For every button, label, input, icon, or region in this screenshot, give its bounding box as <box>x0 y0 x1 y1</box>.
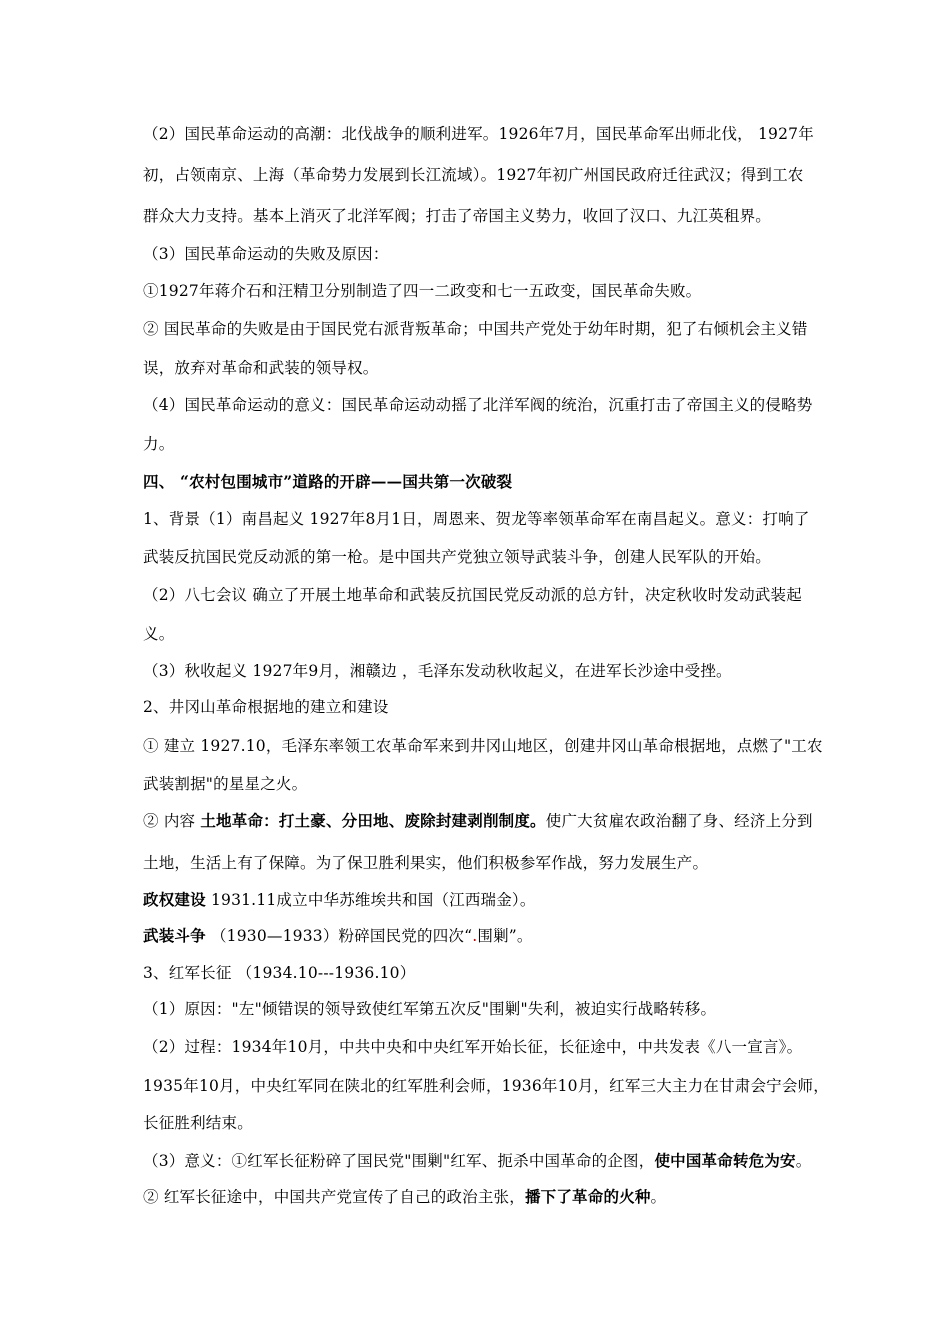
text-line: 武装割据"的星星之火。 <box>143 775 308 793</box>
text-line: 误，放弃对革命和武装的领导权。 <box>143 359 379 377</box>
red-dot-mark: . <box>472 927 478 945</box>
text-line: （3）国民革命运动的失败及原因： <box>143 245 389 263</box>
text-line: （3）秋收起义 1927年9月，湘赣边 ，毛泽东发动秋收起义，在进军长沙途中受挫。 <box>143 662 732 680</box>
content-lead: ② 内容 <box>143 812 201 830</box>
text-line: 2、井冈山革命根据地的建立和建设 <box>143 698 389 716</box>
text-line: 义。 <box>143 625 175 643</box>
text-line: （2）八七会议 确立了开展土地革命和武装反抗国民党反动派的总方针，决定秋收时发动武装起 <box>143 586 802 604</box>
armed-text-end: 围剿”。 <box>477 927 533 945</box>
meaning-text: （3）意义：①红军长征粉碎了国民党"围剿"红军、扼杀中国革命的企图， <box>143 1152 655 1170</box>
text-line: （2）国民革命运动的高潮：北伐战争的顺利进军。1926年7月，国民革命军出师北伐， 1927年 <box>143 125 814 143</box>
text-line: 土地，生活上有了保障。为了保卫胜利果实，他们积极参军作战，努力发展生产。 <box>143 854 709 872</box>
meaning-line <box>143 1150 863 1172</box>
text-line: ① 建立 1927.10，毛泽东率领工农革命军来到井冈山地区，创建井冈山革命根据地，点燃了"工农 <box>143 737 823 755</box>
text-line: 武装反抗国民党反动派的第一枪。是中国共产党独立领导武装斗争，创建人民军队的开始。 <box>143 548 772 566</box>
text-line: ② 国民革命的失败是由于国民党右派背叛革命；中国共产党处于幼年时期，犯了右倾机会主义错 <box>143 320 808 338</box>
text-line: 初，占领南京、上海（革命势力发展到长江流域）。1927年初广州国民政府迁往武汉；得到工农 <box>143 166 804 184</box>
meaning-end: 。 <box>795 1152 812 1170</box>
text-line: 长征胜利结束。 <box>143 1114 253 1132</box>
armed-line <box>143 925 863 947</box>
regime-text: 1931.11成立中华苏维埃共和国（江西瑞金）。 <box>205 891 536 909</box>
regime-line <box>143 889 863 911</box>
text-line: 1935年10月，中央红军同在陕北的红军胜利会师，1936年10月，红军三大主力在甘肃会宁会师， <box>143 1077 829 1095</box>
text-line: 力。 <box>143 435 175 453</box>
content-line <box>143 810 863 832</box>
meaning-bold: 使中国革命转危为安 <box>654 1151 796 1170</box>
text-line: （4）国民革命运动的意义：国民革命运动动摇了北洋军阀的统治，沉重打击了帝国主义的侵略势 <box>143 396 813 414</box>
text-line: （2）过程：1934年10月，中共中央和中央红军开始长征，长征途中，中共发表《八一宣言》。 <box>143 1038 803 1056</box>
last-line <box>143 1186 863 1208</box>
armed-label: 武装斗争 <box>143 926 206 945</box>
text-line: 1、背景（1）南昌起义 1927年8月1日，周恩来、贺龙等率领革命军在南昌起义。意义：打响了 <box>143 510 810 528</box>
armed-text: （1930—1933）粉碎国民党的四次“ <box>205 927 473 945</box>
regime-label: 政权建设 <box>143 890 206 909</box>
last-end: 。 <box>650 1188 667 1206</box>
text-line: 群众大力支持。基本上消灭了北洋军阀；打击了帝国主义势力，收回了汉口、九江英租界。 <box>143 207 772 225</box>
last-bold: 播下了革命的火种 <box>524 1187 651 1206</box>
last-text: ② 红军长征途中，中国共产党宣传了自己的政治主张， <box>143 1188 525 1206</box>
text-line: ①1927年蒋介石和汪精卫分别制造了四一二政变和七一五政变，国民革命失败。 <box>143 282 702 300</box>
content-bold: 土地革命：打土豪、分田地、废除封建剥削制度。 <box>200 811 546 830</box>
text-line: 3、红军长征 （1934.10---1936.10） <box>143 964 416 982</box>
section-heading: 四、 “农村包围城市”道路的开辟——国共第一次破裂 <box>143 472 513 491</box>
text-line: （1）原因："左"倾错误的领导致使红军第五次反"围剿"失利，被迫实行战略转移。 <box>143 1000 717 1018</box>
content-rest: 使广大贫雇农政治翻了身、经济上分到 <box>545 812 813 830</box>
